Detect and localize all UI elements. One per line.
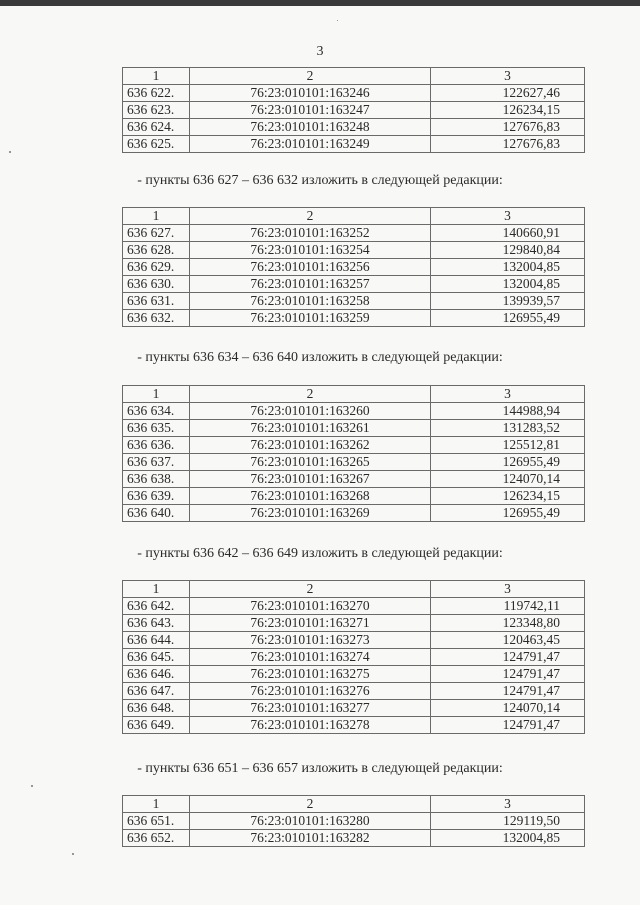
items-table — [122, 580, 585, 734]
value-cell: 132004,85 — [431, 276, 585, 293]
table-row — [123, 102, 585, 119]
table-row — [123, 437, 585, 454]
cadastral-number-cell: 76:23:010101:163254 — [190, 242, 431, 259]
value-cell: 3 — [431, 68, 585, 85]
value-cell: 132004,85 — [431, 259, 585, 276]
cadastral-number-cell: 76:23:010101:163268 — [190, 488, 431, 505]
item-number-cell: 636 644. — [123, 632, 190, 649]
value-cell: 126955,49 — [431, 505, 585, 522]
table-row — [123, 259, 585, 276]
table-row — [123, 666, 585, 683]
table-header-row — [123, 581, 585, 598]
item-number-cell: 636 651. — [123, 813, 190, 830]
table-row — [123, 420, 585, 437]
page-number: 3 — [316, 44, 324, 59]
cadastral-number-cell: 2 — [190, 208, 431, 225]
item-number-cell: 636 645. — [123, 649, 190, 666]
value-cell: 124791,47 — [431, 666, 585, 683]
table-row — [123, 242, 585, 259]
cadastral-number-cell: 76:23:010101:163265 — [190, 454, 431, 471]
scan-speck — [9, 151, 11, 153]
cadastral-number-cell: 76:23:010101:163256 — [190, 259, 431, 276]
item-number-cell: 636 625. — [123, 136, 190, 153]
table-row — [123, 649, 585, 666]
item-number-cell: 1 — [123, 386, 190, 403]
item-number-cell: 636 646. — [123, 666, 190, 683]
table-row — [123, 293, 585, 310]
table-row — [123, 136, 585, 153]
value-cell: 120463,45 — [431, 632, 585, 649]
items-table — [122, 67, 585, 153]
items-table — [122, 207, 585, 327]
scan-speck — [72, 853, 74, 855]
value-cell: 3 — [431, 386, 585, 403]
value-cell: 3 — [431, 581, 585, 598]
cadastral-number-cell: 76:23:010101:163267 — [190, 471, 431, 488]
cadastral-number-cell: 76:23:010101:163271 — [190, 615, 431, 632]
table-row — [123, 471, 585, 488]
cadastral-number-cell: 76:23:010101:163261 — [190, 420, 431, 437]
value-cell: 126955,49 — [431, 310, 585, 327]
item-number-cell: 636 629. — [123, 259, 190, 276]
items-table — [122, 795, 585, 847]
cadastral-number-cell: 76:23:010101:163278 — [190, 717, 431, 734]
item-number-cell: 636 628. — [123, 242, 190, 259]
table-row — [123, 598, 585, 615]
value-cell: 124070,14 — [431, 700, 585, 717]
item-number-cell: 636 643. — [123, 615, 190, 632]
item-number-cell: 636 634. — [123, 403, 190, 420]
value-cell: 131283,52 — [431, 420, 585, 437]
cadastral-number-cell: 76:23:010101:163277 — [190, 700, 431, 717]
cadastral-number-cell: 76:23:010101:163275 — [190, 666, 431, 683]
value-cell: 119742,11 — [431, 598, 585, 615]
item-number-cell: 1 — [123, 796, 190, 813]
value-cell: 139939,57 — [431, 293, 585, 310]
table-header-row — [123, 208, 585, 225]
table-row — [123, 403, 585, 420]
value-cell: 123348,80 — [431, 615, 585, 632]
item-number-cell: 636 627. — [123, 225, 190, 242]
value-cell: 129119,50 — [431, 813, 585, 830]
table-row — [123, 683, 585, 700]
cadastral-number-cell: 76:23:010101:163269 — [190, 505, 431, 522]
cadastral-number-cell: 76:23:010101:163280 — [190, 813, 431, 830]
value-cell: 140660,91 — [431, 225, 585, 242]
cadastral-number-cell: 76:23:010101:163257 — [190, 276, 431, 293]
cadastral-number-cell: 76:23:010101:163259 — [190, 310, 431, 327]
table-row — [123, 454, 585, 471]
instruction-text: - пункты 636 627 – 636 632 изложить в следующей редакции: — [137, 173, 503, 188]
cadastral-number-cell: 76:23:010101:163262 — [190, 437, 431, 454]
table-header-row — [123, 796, 585, 813]
value-cell: 126234,15 — [431, 102, 585, 119]
item-number-cell: 1 — [123, 581, 190, 598]
item-number-cell: 636 639. — [123, 488, 190, 505]
item-number-cell: 636 631. — [123, 293, 190, 310]
item-number-cell: 636 635. — [123, 420, 190, 437]
cadastral-number-cell: 76:23:010101:163246 — [190, 85, 431, 102]
item-number-cell: 636 623. — [123, 102, 190, 119]
table-row — [123, 615, 585, 632]
item-number-cell: 636 638. — [123, 471, 190, 488]
value-cell: 126234,15 — [431, 488, 585, 505]
cadastral-number-cell: 76:23:010101:163274 — [190, 649, 431, 666]
table-header-row — [123, 386, 585, 403]
item-number-cell: 636 624. — [123, 119, 190, 136]
cadastral-number-cell: 2 — [190, 68, 431, 85]
value-cell: 127676,83 — [431, 136, 585, 153]
table-row — [123, 505, 585, 522]
value-cell: 124070,14 — [431, 471, 585, 488]
table-row — [123, 85, 585, 102]
value-cell: 124791,47 — [431, 649, 585, 666]
table-row — [123, 632, 585, 649]
table-row — [123, 276, 585, 293]
item-number-cell: 636 640. — [123, 505, 190, 522]
cadastral-number-cell: 76:23:010101:163248 — [190, 119, 431, 136]
table-row — [123, 488, 585, 505]
items-table — [122, 385, 585, 522]
instruction-text: - пункты 636 634 – 636 640 изложить в следующей редакции: — [137, 350, 503, 365]
item-number-cell: 636 636. — [123, 437, 190, 454]
table-row — [123, 225, 585, 242]
scan-speck — [31, 785, 33, 787]
value-cell: 125512,81 — [431, 437, 585, 454]
cadastral-number-cell: 2 — [190, 581, 431, 598]
instruction-text: - пункты 636 651 – 636 657 изложить в следующей редакции: — [137, 761, 503, 776]
value-cell: 122627,46 — [431, 85, 585, 102]
item-number-cell: 636 648. — [123, 700, 190, 717]
item-number-cell: 1 — [123, 68, 190, 85]
cadastral-number-cell: 76:23:010101:163249 — [190, 136, 431, 153]
cadastral-number-cell: 76:23:010101:163258 — [190, 293, 431, 310]
value-cell: 126955,49 — [431, 454, 585, 471]
item-number-cell: 636 630. — [123, 276, 190, 293]
instruction-text: - пункты 636 642 – 636 649 изложить в следующей редакции: — [137, 546, 503, 561]
item-number-cell: 636 652. — [123, 830, 190, 847]
table-row — [123, 830, 585, 847]
value-cell: 132004,85 — [431, 830, 585, 847]
cadastral-number-cell: 76:23:010101:163252 — [190, 225, 431, 242]
item-number-cell: 636 637. — [123, 454, 190, 471]
table-row — [123, 119, 585, 136]
item-number-cell: 636 647. — [123, 683, 190, 700]
value-cell: 129840,84 — [431, 242, 585, 259]
scan-speck — [337, 20, 338, 21]
value-cell: 144988,94 — [431, 403, 585, 420]
item-number-cell: 1 — [123, 208, 190, 225]
cadastral-number-cell: 76:23:010101:163260 — [190, 403, 431, 420]
cadastral-number-cell: 2 — [190, 386, 431, 403]
item-number-cell: 636 642. — [123, 598, 190, 615]
table-row — [123, 717, 585, 734]
cadastral-number-cell: 76:23:010101:163276 — [190, 683, 431, 700]
value-cell: 3 — [431, 208, 585, 225]
value-cell: 124791,47 — [431, 683, 585, 700]
item-number-cell: 636 632. — [123, 310, 190, 327]
scan-top-edge — [0, 0, 640, 6]
cadastral-number-cell: 2 — [190, 796, 431, 813]
table-header-row — [123, 68, 585, 85]
value-cell: 127676,83 — [431, 119, 585, 136]
table-row — [123, 310, 585, 327]
value-cell: 3 — [431, 796, 585, 813]
cadastral-number-cell: 76:23:010101:163247 — [190, 102, 431, 119]
cadastral-number-cell: 76:23:010101:163270 — [190, 598, 431, 615]
table-row — [123, 700, 585, 717]
cadastral-number-cell: 76:23:010101:163273 — [190, 632, 431, 649]
item-number-cell: 636 649. — [123, 717, 190, 734]
item-number-cell: 636 622. — [123, 85, 190, 102]
value-cell: 124791,47 — [431, 717, 585, 734]
cadastral-number-cell: 76:23:010101:163282 — [190, 830, 431, 847]
table-row — [123, 813, 585, 830]
